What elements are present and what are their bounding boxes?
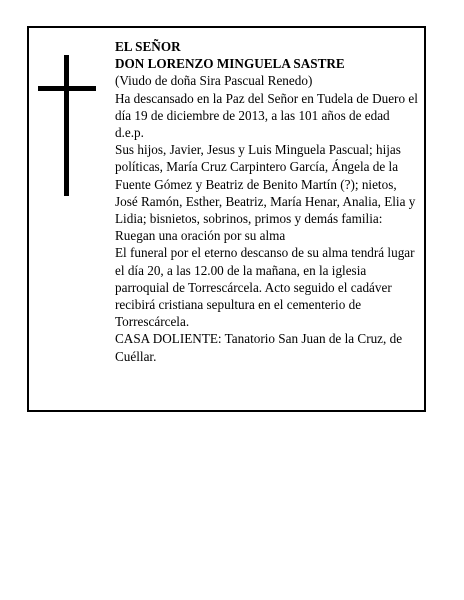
obituary-text [115, 38, 421, 365]
mourning-house: CASA DOLIENTE: Tanatorio San Juan de la Cruz, de Cuéllar. [115, 331, 403, 364]
widower-note: (Viudo de doña Sira Pascual Renedo) [115, 73, 313, 89]
cross-icon-vertical-bar [64, 55, 69, 196]
deceased-name: DON LORENZO MINGUELA SASTRE [115, 56, 345, 72]
cross-icon-horizontal-bar [38, 86, 96, 91]
heading-title: EL SEÑOR [115, 39, 181, 54]
prayer-line: Ruegan una oración por su alma [115, 228, 286, 244]
family-paragraph: Sus hijos, Javier, Jesus y Luis Minguela Pascual; hijas políticas, María Cruz Carpintero García, Ángela de la Fuente Gómez y Beatriz de Benito Martín (?); nietos, José Ramón, Esther, Beatriz, María Henar, Analia, Elia y Lidia; bisnietos, sobrinos, primos y demás familia: [115, 142, 416, 227]
death-paragraph: Ha descansado en la Paz del Señor en Tudela de Duero el día 19 de diciembre de 2013, a las 101 años de edad d.e.p. [115, 90, 418, 141]
funeral-paragraph: El funeral por el eterno descanso de su alma tendrá lugar el día 20, a las 12.00 de la mañana, en la iglesia parroquial de Torrescárcela. Acto seguido el cadáver recibirá cristiana sepultura en el cementerio de Torrescárcela. [115, 245, 415, 330]
